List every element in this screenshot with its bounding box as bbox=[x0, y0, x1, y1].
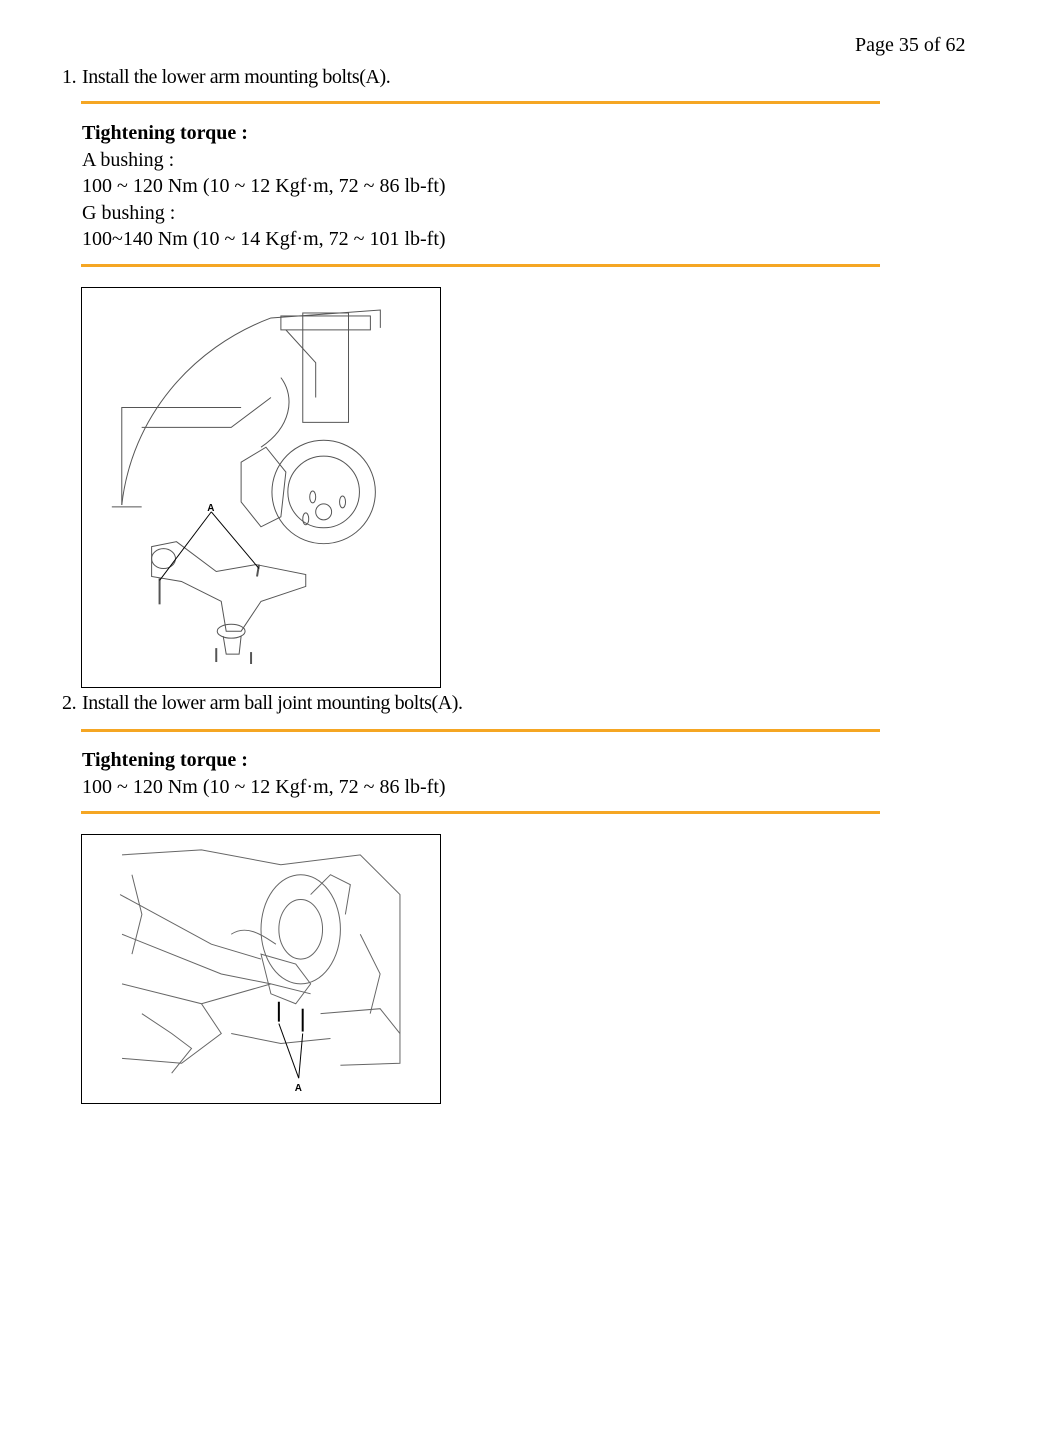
step-2-text: Install the lower arm ball joint mounting bolts(A). bbox=[82, 692, 463, 714]
torque-box-2-top-rule bbox=[81, 729, 880, 732]
figure-1-callout-a: A bbox=[207, 502, 215, 514]
page-number: Page 35 of 62 bbox=[855, 34, 966, 56]
step-1-instruction bbox=[62, 66, 390, 89]
ball-joint-mounting-figure bbox=[81, 834, 441, 1104]
torque-box-1-bottom-rule bbox=[81, 264, 880, 267]
lower-arm-mounting-figure bbox=[81, 287, 441, 688]
step-2-number: 2. bbox=[62, 692, 77, 714]
torque-1-heading: Tightening torque : bbox=[82, 122, 248, 144]
torque-2-heading: Tightening torque : bbox=[82, 749, 248, 771]
torque-1-line: 100~140 Nm (10 ~ 14 Kgf·m, 72 ~ 101 lb-ft) bbox=[82, 228, 446, 251]
torque-box-1 bbox=[82, 120, 446, 253]
torque-box-2 bbox=[82, 747, 446, 800]
torque-2-line: 100 ~ 120 Nm (10 ~ 12 Kgf·m, 72 ~ 86 lb-ft) bbox=[82, 775, 446, 798]
ball-joint-illustration bbox=[82, 835, 440, 1103]
torque-1-line: 100 ~ 120 Nm (10 ~ 12 Kgf·m, 72 ~ 86 lb-ft) bbox=[82, 175, 446, 198]
torque-box-2-bottom-rule bbox=[81, 811, 880, 814]
torque-box-1-top-rule bbox=[81, 101, 880, 104]
lower-arm-illustration bbox=[82, 288, 440, 687]
torque-1-line: A bushing : bbox=[82, 148, 175, 171]
step-1-text: Install the lower arm mounting bolts(A). bbox=[82, 66, 391, 88]
torque-1-line: G bushing : bbox=[82, 201, 176, 224]
step-1-number: 1. bbox=[62, 66, 77, 88]
figure-2-callout-a: A bbox=[294, 1083, 302, 1095]
step-2-instruction bbox=[62, 692, 463, 715]
